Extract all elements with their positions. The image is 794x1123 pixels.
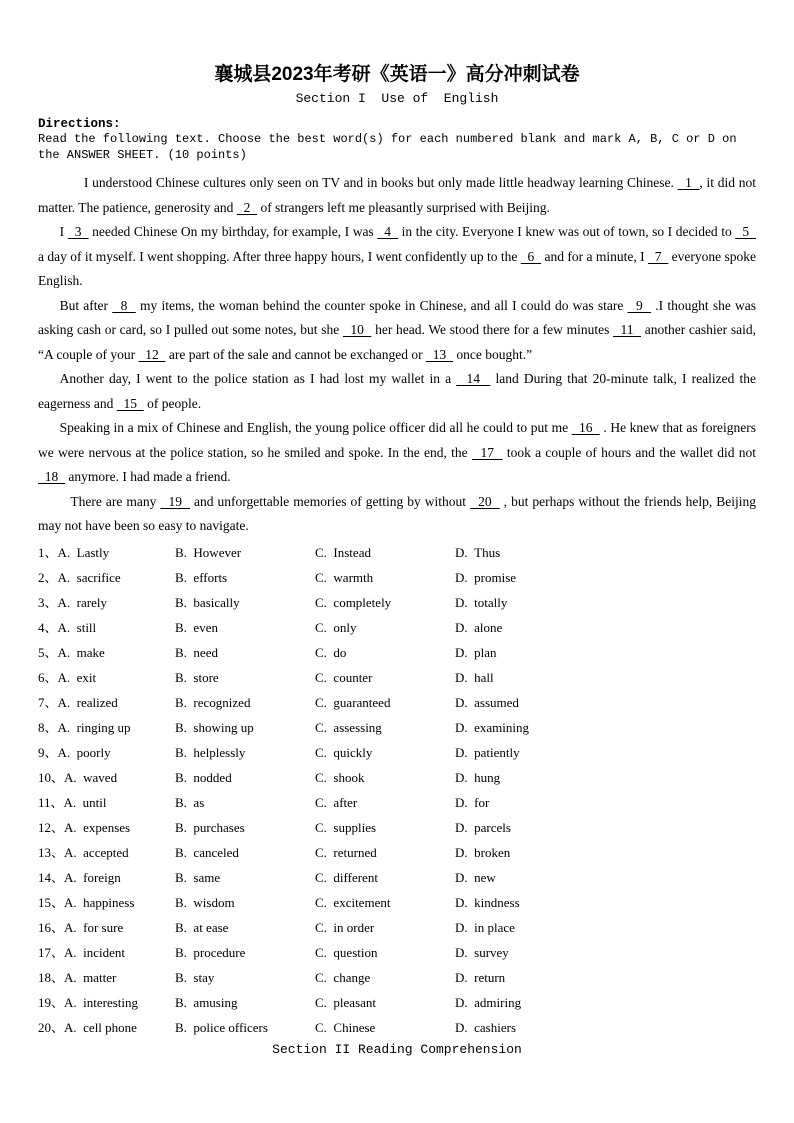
- question-4-option-a: 4、A. still: [38, 619, 97, 635]
- question-4-option-c: C. only: [315, 619, 357, 635]
- question-row-20: [38, 1015, 756, 1040]
- question-1-option-c: C. Instead: [315, 544, 371, 560]
- question-1-option-d: D. Thus: [455, 544, 501, 560]
- cloze-blank-5: 5: [735, 224, 757, 239]
- question-18-option-b: B. stay: [175, 969, 215, 985]
- cloze-blank-12: 12: [138, 346, 166, 362]
- question-16-option-d: D. in place: [455, 919, 515, 935]
- question-20-option-a: 20、A. cell phone: [38, 1019, 137, 1035]
- cloze-blank-19: 19: [160, 493, 190, 509]
- question-number: 6、: [38, 669, 58, 685]
- question-row-19: [38, 990, 756, 1015]
- question-number: 12、: [38, 819, 65, 835]
- question-15-option-a: 15、A. happiness: [38, 894, 135, 910]
- question-16-option-a: 16、A. for sure: [38, 919, 124, 935]
- question-15-option-b: B. wisdom: [175, 894, 235, 910]
- question-18-option-c: C. change: [315, 969, 371, 985]
- question-10-option-a: 10、A. waved: [38, 769, 118, 785]
- cloze-blank-16: 16: [571, 420, 600, 435]
- section2-heading: Section II Reading Comprehension: [272, 1041, 522, 1057]
- question-row-9: [38, 740, 756, 765]
- question-list: [38, 540, 756, 1040]
- question-5-option-b: B. need: [175, 644, 218, 660]
- question-6-option-b: B. store: [175, 669, 219, 685]
- question-row-4: [38, 615, 756, 640]
- question-6-option-a: 6、A. exit: [38, 669, 97, 685]
- question-12-option-a: 12、A. expenses: [38, 819, 131, 835]
- question-13-option-a: 13、A. accepted: [38, 844, 129, 860]
- question-11-option-d: D. for: [455, 794, 490, 810]
- question-number: 11、: [38, 794, 64, 810]
- cloze-blank-4: 4: [377, 224, 399, 239]
- question-row-12: [38, 815, 756, 840]
- question-8-option-b: B. showing up: [175, 719, 254, 735]
- question-12-option-c: C. supplies: [315, 819, 377, 835]
- question-row-14: [38, 865, 756, 890]
- question-10-option-c: C. shook: [315, 769, 365, 785]
- directions-label: Directions:: [38, 117, 121, 131]
- question-row-6: [38, 665, 756, 690]
- question-14-option-a: 14、A. foreign: [38, 869, 121, 885]
- question-16-option-c: C. in order: [315, 919, 375, 935]
- question-3-option-c: C. completely: [315, 594, 392, 610]
- question-19-option-b: B. amusing: [175, 994, 238, 1010]
- question-18-option-d: D. return: [455, 969, 506, 985]
- question-11-option-c: C. after: [315, 794, 358, 810]
- question-17-option-c: C. question: [315, 944, 378, 960]
- question-12-option-d: D. parcels: [455, 819, 511, 835]
- question-row-7: [38, 690, 756, 715]
- cloze-blank-6: 6: [520, 248, 542, 264]
- question-19-option-c: C. pleasant: [315, 994, 377, 1010]
- question-7-option-b: B. recognized: [175, 694, 251, 710]
- question-13-option-d: D. broken: [455, 844, 511, 860]
- passage-paragraph: There are many 19 and unforgettable memories of getting by without 20 , but perhaps without the friends help, Beijing may not have been so easy to navigate.: [38, 493, 757, 533]
- question-number: 7、: [38, 694, 58, 710]
- cloze-blank-18: 18: [38, 469, 65, 484]
- question-8-option-c: C. assessing: [315, 719, 382, 735]
- question-19-option-d: D. admiring: [455, 994, 522, 1010]
- question-5-option-d: D. plan: [455, 644, 497, 660]
- question-7-option-d: D. assumed: [455, 694, 519, 710]
- question-20-option-c: C. Chinese: [315, 1019, 376, 1035]
- question-7-option-c: C. guaranteed: [315, 694, 391, 710]
- question-5-option-c: C. do: [315, 644, 347, 660]
- question-13-option-c: C. returned: [315, 844, 377, 860]
- passage-paragraph: I understood Chinese cultures only seen on TV and in books but only made little headway learning Chinese. 1 , it did not matter. The patience, generosity and 2 of strangers left me pleasantly surprised with Beijing.: [38, 175, 756, 215]
- question-10-option-d: D. hung: [455, 769, 501, 785]
- question-6-option-c: C. counter: [315, 669, 373, 685]
- question-row-3: [38, 590, 756, 615]
- page-title: 襄城县2023年考研《英语一》高分冲刺试卷: [214, 64, 580, 85]
- question-7-option-a: 7、A. realized: [38, 694, 118, 710]
- question-16-option-b: B. at ease: [175, 919, 229, 935]
- question-11-option-a: 11、A. until: [38, 794, 107, 810]
- question-row-16: [38, 915, 756, 940]
- question-8-option-d: D. examining: [455, 719, 530, 735]
- question-6-option-d: D. hall: [455, 669, 494, 685]
- question-14-option-b: B. same: [175, 869, 221, 885]
- question-2-option-b: B. efforts: [175, 569, 228, 585]
- cloze-blank-10: 10: [342, 322, 372, 337]
- question-11-option-b: B. as: [175, 794, 205, 810]
- directions: [38, 116, 756, 163]
- question-1-option-b: B. However: [175, 544, 242, 560]
- question-number: 2、: [38, 569, 58, 585]
- question-row-11: [38, 790, 756, 815]
- question-row-1: [38, 540, 756, 565]
- cloze-blank-20: 20: [470, 493, 500, 509]
- question-number: 16、: [38, 919, 65, 935]
- question-number: 18、: [38, 969, 65, 985]
- question-number: 14、: [38, 869, 65, 885]
- question-17-option-d: D. survey: [455, 944, 509, 960]
- question-number: 8、: [38, 719, 58, 735]
- question-row-17: [38, 940, 756, 965]
- question-9-option-d: D. patiently: [455, 744, 520, 760]
- question-row-10: [38, 765, 756, 790]
- question-3-option-d: D. totally: [455, 594, 508, 610]
- question-20-option-b: B. police officers: [175, 1019, 268, 1035]
- question-row-2: [38, 565, 756, 590]
- question-14-option-c: C. different: [315, 869, 378, 885]
- question-15-option-d: D. kindness: [455, 894, 520, 910]
- question-row-13: [38, 840, 756, 865]
- question-9-option-a: 9、A. poorly: [38, 744, 111, 760]
- question-number: 19、: [38, 994, 65, 1010]
- question-3-option-b: B. basically: [175, 594, 240, 610]
- question-4-option-b: B. even: [175, 619, 218, 635]
- cloze-blank-1: 1: [677, 175, 700, 190]
- cloze-blank-2: 2: [236, 199, 258, 215]
- question-number: 15、: [38, 894, 65, 910]
- directions-text: Read the following text. Choose the best word(s) for each numbered blank and mark A, B, C or D on the ANSWER SHEET. (10 points): [38, 132, 737, 162]
- passage-paragraph: Speaking in a mix of Chinese and English, the young police officer did all he could to put me 16 . He knew that as foreigners we were nervous at the police station, so he smiled and spoke. In the end, the 17 took a couple of hours and the wallet did not 18 anymore. I had made a friend.: [38, 420, 757, 484]
- question-20-option-d: D. cashiers: [455, 1019, 517, 1035]
- cloze-blank-15: 15: [116, 395, 144, 411]
- cloze-blank-3: 3: [67, 224, 89, 239]
- question-number: 17、: [38, 944, 65, 960]
- question-3-option-a: 3、A. rarely: [38, 594, 107, 610]
- cloze-blank-11: 11: [613, 322, 641, 337]
- question-number: 13、: [38, 844, 65, 860]
- question-row-18: [38, 965, 756, 990]
- question-row-15: [38, 890, 756, 915]
- question-row-5: [38, 640, 756, 665]
- question-17-option-a: 17、A. incident: [38, 944, 126, 960]
- question-number: 1、: [38, 544, 58, 560]
- question-18-option-a: 18、A. matter: [38, 969, 117, 985]
- question-10-option-b: B. nodded: [175, 769, 232, 785]
- question-number: 10、: [38, 769, 65, 785]
- question-number: 4、: [38, 619, 58, 635]
- passage-paragraph: But after 8 my items, the woman behind the counter spoke in Chinese, and all I could do was stare 9 .I thought she was asking cash or card, so I pulled out some notes, but she 10 her head. We stood there for a few minutes 11 another cashier said, “A couple of your 12 are part of the sale and cannot be exchanged or 13 once bought.”: [38, 297, 757, 362]
- cloze-blank-8: 8: [112, 297, 136, 313]
- question-19-option-a: 19、A. interesting: [38, 994, 139, 1010]
- question-row-8: [38, 715, 756, 740]
- question-9-option-b: B. helplessly: [175, 744, 246, 760]
- question-1-option-a: 1、A. Lastly: [38, 544, 110, 560]
- question-number: 3、: [38, 594, 58, 610]
- question-4-option-d: D. alone: [455, 619, 503, 635]
- question-2-option-d: D. promise: [455, 569, 517, 585]
- question-8-option-a: 8、A. ringing up: [38, 719, 131, 735]
- question-14-option-d: D. new: [455, 869, 496, 885]
- cloze-passage: [38, 171, 756, 539]
- question-2-option-c: C. warmth: [315, 569, 374, 585]
- cloze-blank-7: 7: [647, 248, 669, 264]
- question-5-option-a: 5、A. make: [38, 644, 105, 660]
- cloze-blank-17: 17: [471, 444, 503, 460]
- question-15-option-c: C. excitement: [315, 894, 391, 910]
- question-number: 9、: [38, 744, 58, 760]
- passage-paragraph: Another day, I went to the police station as I had lost my wallet in a 14 land During that 20-minute talk, I realized the eagerness and 15 of people.: [38, 371, 756, 411]
- cloze-blank-14: 14: [456, 371, 491, 386]
- cloze-blank-9: 9: [627, 297, 652, 313]
- question-9-option-c: C. quickly: [315, 744, 373, 760]
- question-number: 5、: [38, 644, 58, 660]
- cloze-blank-13: 13: [426, 346, 453, 362]
- question-number: 20、: [38, 1019, 65, 1035]
- section1-heading: Section I Use of English: [295, 91, 499, 106]
- passage-paragraph: I 3 needed Chinese On my birthday, for example, I was 4 in the city. Everyone I knew was out of town, so I decided to 5 a day of it myself. I went shopping. After three happy hours, I went confidently up to the 6 and for a minute, I 7 everyone spoke English.: [38, 224, 757, 288]
- question-17-option-b: B. procedure: [175, 944, 246, 960]
- question-12-option-b: B. purchases: [175, 819, 245, 835]
- question-13-option-b: B. canceled: [175, 844, 239, 860]
- question-2-option-a: 2、A. sacrifice: [38, 569, 121, 585]
